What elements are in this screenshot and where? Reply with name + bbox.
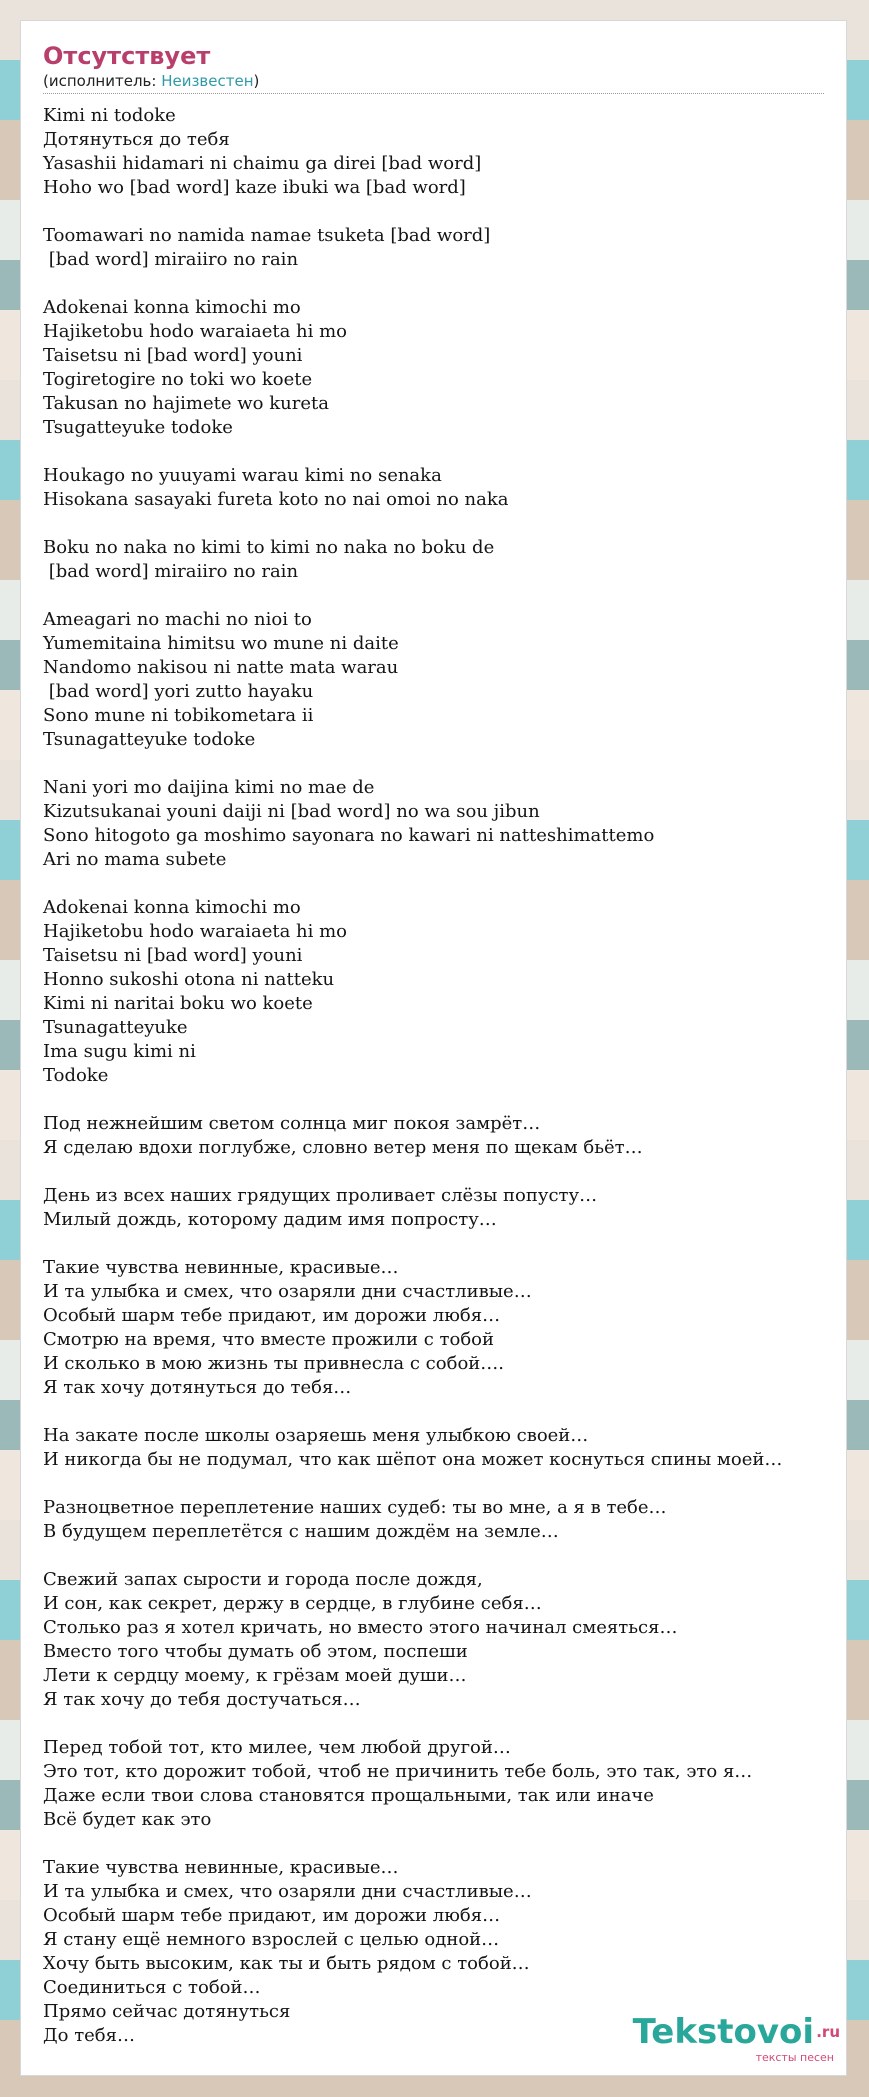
lyric-line: В будущем переплетётся с нашим дождём на земле… — [43, 1521, 559, 1542]
lyric-line: Я сделаю вдохи поглубже, словно ветер меня по щекам бьёт… — [43, 1137, 643, 1158]
lyric-line: Ari no mama subete — [43, 849, 227, 870]
lyric-blank-line — [43, 1472, 824, 1496]
lyric-line: Yumemitaina himitsu wo mune ni daite — [43, 633, 399, 654]
lyric-line: Kimi ni todoke — [43, 105, 176, 126]
lyric-line: Такие чувства невинные, красивые… — [43, 1257, 399, 1278]
logo-tld: .ru — [816, 2023, 840, 2041]
lyric-line: Adokenai konna kimochi mo — [43, 297, 301, 318]
lyric-line: На закате после школы озаряешь меня улыбкою своей… — [43, 1425, 589, 1446]
logo-name: Tekstovoi — [632, 2012, 814, 2052]
lyric-line: Особый шарм тебе придают, им дорожи любя… — [43, 1305, 501, 1326]
artist-prefix: (исполнитель: — [43, 72, 162, 90]
lyric-line: Столько раз я хотел кричать, но вместо этого начинал смеяться… — [43, 1617, 678, 1638]
lyric-line: Adokenai konna kimochi mo — [43, 897, 301, 918]
lyric-blank-line — [43, 272, 824, 296]
lyric-line: Honno sukoshi otona ni natteku — [43, 969, 335, 990]
lyric-line: Прямо сейчас дотянуться — [43, 2001, 291, 2022]
lyric-line: Togiretogire no toki wo koete — [43, 369, 313, 390]
lyric-line: Sono hitogoto ga moshimo sayonara no kawari ni natteshimattemo — [43, 825, 655, 846]
lyric-line: Соединиться с тобой… — [43, 1977, 261, 1998]
lyric-line: Даже если твои слова становятся прощальными, так или иначе — [43, 1785, 654, 1806]
lyric-blank-line — [43, 1832, 824, 1856]
song-title: Отсутствует — [43, 42, 211, 70]
lyric-line: Такие чувства невинные, красивые… — [43, 1857, 399, 1878]
lyric-line: Sono mune ni tobikometara ii — [43, 705, 314, 726]
artist-link[interactable]: Неизвестен — [161, 72, 254, 90]
lyric-blank-line — [43, 1544, 824, 1568]
lyric-line: Хочу быть высоким, как ты и быть рядом с тобой… — [43, 1953, 530, 1974]
lyric-line: Taisetsu ni [bad word] youni — [43, 945, 303, 966]
site-logo[interactable] — [630, 2013, 840, 2063]
lyrics-card — [20, 20, 847, 2076]
lyric-blank-line — [43, 1088, 824, 1112]
lyric-line: Ameagari no machi no nioi to — [43, 609, 312, 630]
lyric-line: Я так хочу до тебя достучаться… — [43, 1689, 361, 1710]
lyric-line: Перед тобой тот, кто милее, чем любой другой… — [43, 1737, 511, 1758]
lyric-line: Yasashii hidamari ni chaimu ga direi [bad word] — [43, 153, 482, 174]
lyric-line: Я так хочу дотянуться до тебя… — [43, 1377, 352, 1398]
lyric-line: Kimi ni naritai boku wo koete — [43, 993, 313, 1014]
lyric-line: [bad word] miraiiro no rain — [43, 249, 299, 270]
lyric-blank-line — [43, 1160, 824, 1184]
lyric-line: Houkago no yuuyami warau kimi no senaka — [43, 465, 442, 486]
lyric-line: Tsunagatteyuke — [43, 1017, 188, 1038]
lyric-line: [bad word] miraiiro no rain — [43, 561, 299, 582]
lyric-line: Это тот, кто дорожит тобой, чтоб не причинить тебе боль, это так, это я… — [43, 1761, 753, 1782]
lyric-line: Tsunagatteyuke todoke — [43, 729, 256, 750]
lyric-line: И никогда бы не подумал, что как шёпот она может коснуться спины моей… — [43, 1449, 783, 1470]
lyric-line: Лети к сердцу моему, к грёзам моей души… — [43, 1665, 467, 1686]
logo-tagline: тексты песен — [755, 2051, 834, 2064]
lyric-line: Hajiketobu hodo waraiaeta hi mo — [43, 921, 348, 942]
lyric-line: [bad word] yori zutto hayaku — [43, 681, 314, 702]
lyrics-text — [43, 104, 824, 2048]
lyric-line: Я стану ещё немного взрослей с целью одной… — [43, 1929, 500, 1950]
lyric-line: И сколько в мою жизнь ты привнесла с собой…. — [43, 1353, 504, 1374]
lyric-blank-line — [43, 1232, 824, 1256]
lyric-line: Свежий запах сырости и города после дождя, — [43, 1569, 483, 1590]
artist-suffix: ) — [253, 72, 260, 90]
lyric-line: День из всех наших грядущих проливает слёзы попусту… — [43, 1185, 598, 1206]
lyric-line: Tsugatteyuke todoke — [43, 417, 233, 438]
lyric-line: Вместо того чтобы думать об этом, поспеши — [43, 1641, 468, 1662]
lyric-blank-line — [43, 1712, 824, 1736]
lyric-line: Taisetsu ni [bad word] youni — [43, 345, 303, 366]
lyric-line: И та улыбка и смех, что озаряли дни счастливые… — [43, 1881, 532, 1902]
lyric-line: Nandomo nakisou ni natte mata warau — [43, 657, 399, 678]
lyric-line: До тебя… — [43, 2025, 135, 2046]
lyric-line: Смотрю на время, что вместе прожили с тобой — [43, 1329, 494, 1350]
lyric-blank-line — [43, 440, 824, 464]
lyric-line: Hoho wo [bad word] kaze ibuki wa [bad word] — [43, 177, 466, 198]
lyric-line: Всё будет как это — [43, 1809, 212, 1830]
lyric-line: Toomawari no namida namae tsuketa [bad word] — [43, 225, 491, 246]
lyric-line: Дотянуться до тебя — [43, 129, 230, 150]
lyric-blank-line — [43, 512, 824, 536]
lyric-blank-line — [43, 1400, 824, 1424]
lyric-line: Nani yori mo daijina kimi no mae de — [43, 777, 375, 798]
lyric-blank-line — [43, 752, 824, 776]
lyric-line: Boku no naka no kimi to kimi no naka no boku de — [43, 537, 495, 558]
lyric-blank-line — [43, 200, 824, 224]
lyric-line: Под нежнейшим светом солнца миг покоя замрёт… — [43, 1113, 541, 1134]
artist-line — [43, 71, 824, 94]
lyric-line: Todoke — [43, 1065, 109, 1086]
lyric-line: Hajiketobu hodo waraiaeta hi mo — [43, 321, 348, 342]
lyric-line: Takusan no hajimete wo kureta — [43, 393, 329, 414]
lyric-blank-line — [43, 584, 824, 608]
lyric-line: И та улыбка и смех, что озаряли дни счастливые… — [43, 1281, 532, 1302]
lyric-line: И сон, как секрет, держу в сердце, в глубине себя… — [43, 1593, 542, 1614]
lyric-line: Особый шарм тебе придают, им дорожи любя… — [43, 1905, 501, 1926]
lyric-line: Kizutsukanai youni daiji ni [bad word] no wa sou jibun — [43, 801, 540, 822]
lyric-line: Hisokana sasayaki fureta koto no nai omoi no naka — [43, 489, 509, 510]
lyric-line: Милый дождь, которому дадим имя попросту… — [43, 1209, 497, 1230]
lyric-blank-line — [43, 872, 824, 896]
lyric-line: Ima sugu kimi ni — [43, 1041, 196, 1062]
lyric-line: Разноцветное переплетение наших судеб: ты во мне, а я в тебе… — [43, 1497, 667, 1518]
